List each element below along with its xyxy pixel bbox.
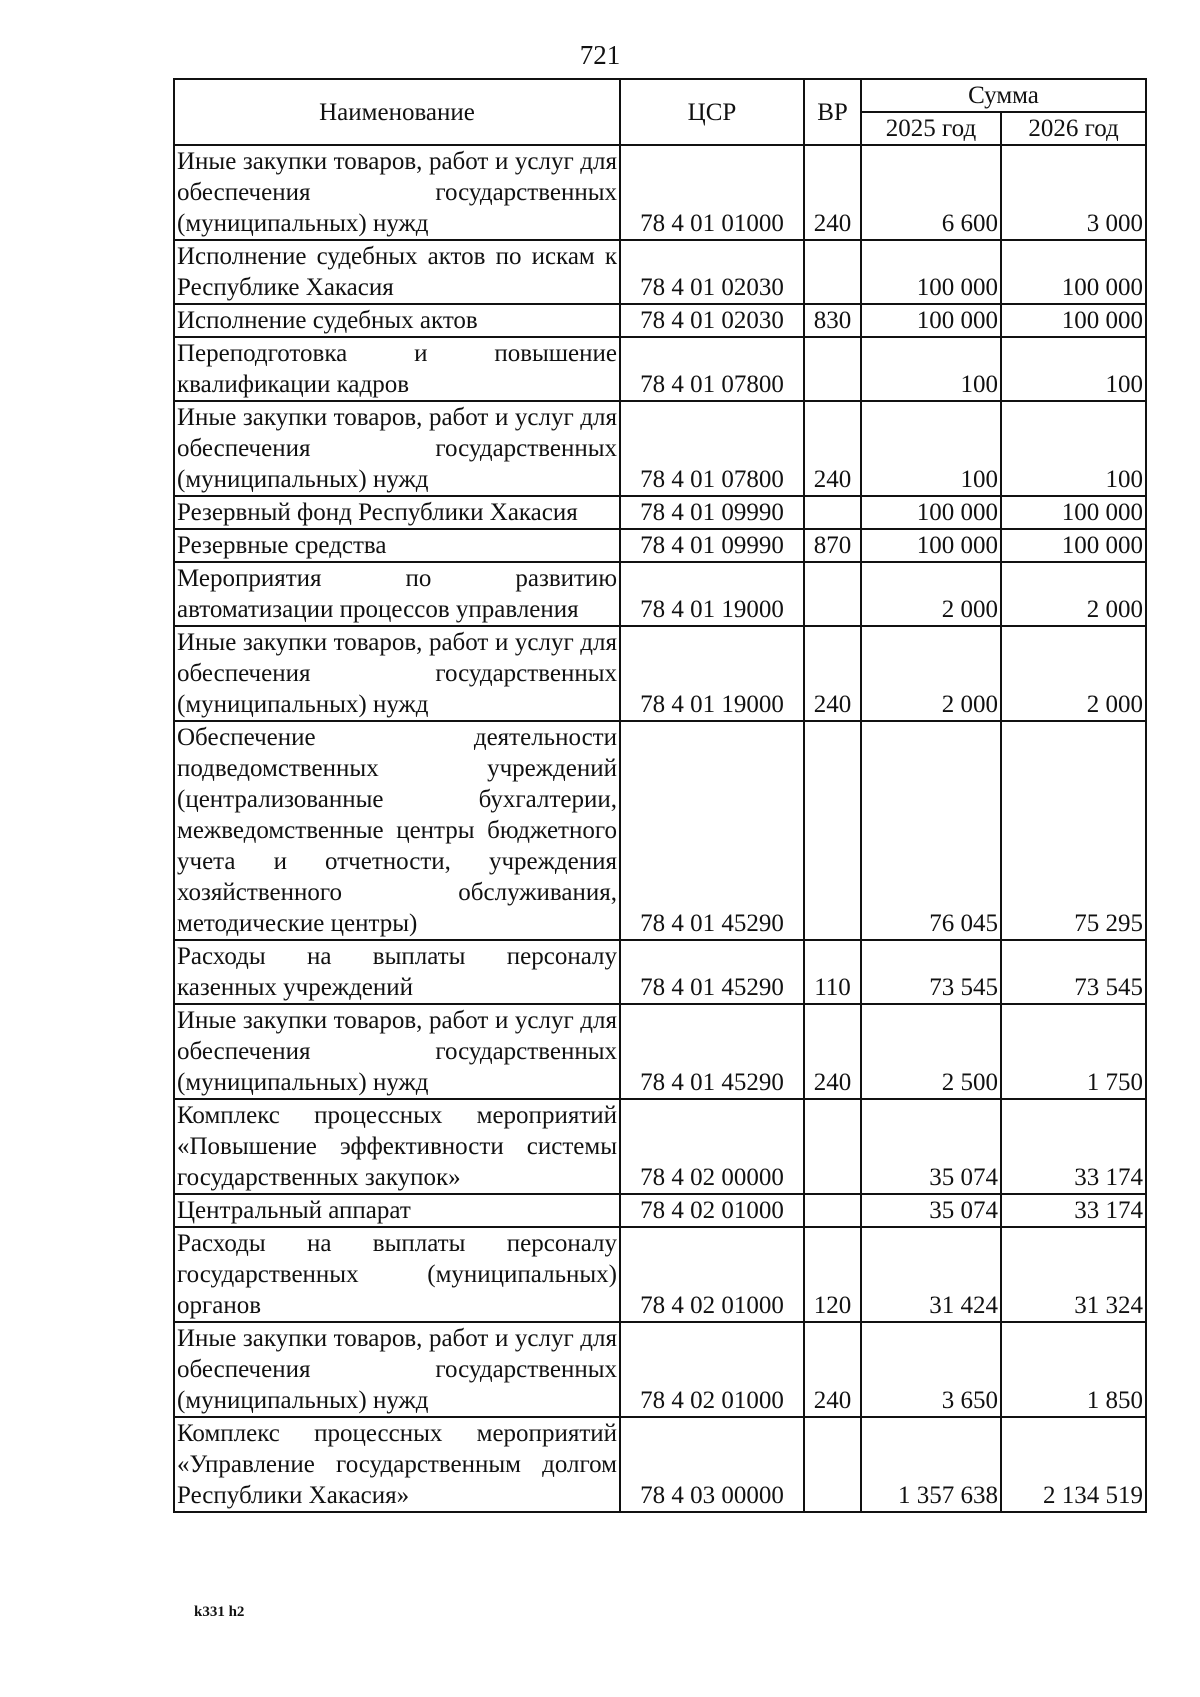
cell-vr — [804, 496, 861, 529]
table-row — [174, 401, 1146, 496]
header-vr: ВР — [804, 79, 861, 145]
cell-amount-2026: 1 750 — [1001, 1004, 1146, 1099]
cell-name: Переподготовка и повышение квалификации кадров — [174, 337, 620, 401]
cell-vr — [804, 721, 861, 940]
cell-csr: 78 4 01 07800 — [620, 337, 804, 401]
header-name: Наименование — [174, 79, 620, 145]
table-row — [174, 1227, 1146, 1322]
cell-name: Иные закупки товаров, работ и услуг для обеспечения государственных (муниципальных) нужд — [174, 1322, 620, 1417]
cell-vr — [804, 562, 861, 626]
cell-csr: 78 4 01 01000 — [620, 145, 804, 240]
cell-csr: 78 4 03 00000 — [620, 1417, 804, 1512]
table-row — [174, 337, 1146, 401]
cell-vr — [804, 1417, 861, 1512]
cell-amount-2026: 1 850 — [1001, 1322, 1146, 1417]
cell-csr: 78 4 01 02030 — [620, 240, 804, 304]
cell-amount-2025: 100 000 — [861, 240, 1001, 304]
cell-amount-2025: 3 650 — [861, 1322, 1001, 1417]
cell-vr: 120 — [804, 1227, 861, 1322]
cell-amount-2025: 100 — [861, 401, 1001, 496]
cell-amount-2026: 100 — [1001, 337, 1146, 401]
cell-name: Расходы на выплаты персоналу государственных (муниципальных) органов — [174, 1227, 620, 1322]
cell-csr: 78 4 01 09990 — [620, 529, 804, 562]
cell-amount-2025: 76 045 — [861, 721, 1001, 940]
cell-amount-2026: 100 000 — [1001, 496, 1146, 529]
cell-amount-2025: 100 000 — [861, 304, 1001, 337]
cell-amount-2025: 2 000 — [861, 626, 1001, 721]
cell-amount-2025: 1 357 638 — [861, 1417, 1001, 1512]
cell-amount-2025: 2 000 — [861, 562, 1001, 626]
cell-amount-2026: 33 174 — [1001, 1194, 1146, 1227]
table-row — [174, 940, 1146, 1004]
cell-vr: 240 — [804, 401, 861, 496]
cell-csr: 78 4 01 02030 — [620, 304, 804, 337]
cell-name: Резервные средства — [174, 529, 620, 562]
table-row — [174, 1322, 1146, 1417]
table-row — [174, 529, 1146, 562]
header-csr: ЦСР — [620, 79, 804, 145]
cell-amount-2026: 100 000 — [1001, 304, 1146, 337]
cell-csr: 78 4 01 45290 — [620, 721, 804, 940]
cell-csr: 78 4 01 19000 — [620, 562, 804, 626]
cell-name: Обеспечение деятельности подведомственных учреждений (централизованные бухгалтерии, межведомственные центры бюджетного учета и отчетности, учреждения хозяйственного обслуживания, методические центры) — [174, 721, 620, 940]
cell-amount-2025: 100 — [861, 337, 1001, 401]
cell-vr — [804, 337, 861, 401]
table-row — [174, 1194, 1146, 1227]
cell-csr: 78 4 01 45290 — [620, 1004, 804, 1099]
cell-name: Резервный фонд Республики Хакасия — [174, 496, 620, 529]
header-sum: Сумма — [861, 79, 1146, 112]
header-year-2026: 2026 год — [1001, 112, 1146, 145]
cell-vr — [804, 1194, 861, 1227]
cell-amount-2025: 73 545 — [861, 940, 1001, 1004]
cell-amount-2025: 6 600 — [861, 145, 1001, 240]
cell-name: Иные закупки товаров, работ и услуг для обеспечения государственных (муниципальных) нужд — [174, 1004, 620, 1099]
cell-name: Исполнение судебных актов по искам к Республике Хакасия — [174, 240, 620, 304]
cell-csr: 78 4 01 09990 — [620, 496, 804, 529]
cell-amount-2025: 35 074 — [861, 1099, 1001, 1194]
cell-name: Иные закупки товаров, работ и услуг для обеспечения государственных (муниципальных) нужд — [174, 145, 620, 240]
table-row — [174, 721, 1146, 940]
cell-vr: 110 — [804, 940, 861, 1004]
cell-amount-2025: 35 074 — [861, 1194, 1001, 1227]
cell-amount-2025: 100 000 — [861, 496, 1001, 529]
cell-amount-2026: 2 000 — [1001, 626, 1146, 721]
cell-name: Комплекс процессных мероприятий «Управление государственным долгом Республики Хакасия» — [174, 1417, 620, 1512]
table-header — [174, 79, 1146, 145]
cell-csr: 78 4 01 07800 — [620, 401, 804, 496]
cell-name: Исполнение судебных актов — [174, 304, 620, 337]
cell-amount-2026: 31 324 — [1001, 1227, 1146, 1322]
cell-amount-2026: 100 — [1001, 401, 1146, 496]
cell-csr: 78 4 02 01000 — [620, 1227, 804, 1322]
cell-name: Мероприятия по развитию автоматизации процессов управления — [174, 562, 620, 626]
cell-amount-2026: 75 295 — [1001, 721, 1146, 940]
table-row — [174, 496, 1146, 529]
cell-csr: 78 4 01 45290 — [620, 940, 804, 1004]
table-row — [174, 304, 1146, 337]
footer-code: k331 h2 — [194, 1604, 245, 1620]
header-year-2025: 2025 год — [861, 112, 1001, 145]
cell-amount-2026: 2 134 519 — [1001, 1417, 1146, 1512]
cell-csr: 78 4 02 00000 — [620, 1099, 804, 1194]
cell-csr: 78 4 02 01000 — [620, 1322, 804, 1417]
cell-amount-2026: 3 000 — [1001, 145, 1146, 240]
cell-vr: 240 — [804, 1004, 861, 1099]
header-row-top — [174, 79, 1146, 112]
budget-table — [173, 78, 1147, 1513]
cell-csr: 78 4 02 01000 — [620, 1194, 804, 1227]
cell-amount-2025: 100 000 — [861, 529, 1001, 562]
cell-name: Комплекс процессных мероприятий «Повышение эффективности системы государственных закупок» — [174, 1099, 620, 1194]
page-number: 721 — [579, 40, 621, 70]
cell-amount-2026: 100 000 — [1001, 529, 1146, 562]
table-row — [174, 1004, 1146, 1099]
table-row — [174, 1417, 1146, 1512]
cell-name: Иные закупки товаров, работ и услуг для обеспечения государственных (муниципальных) нужд — [174, 626, 620, 721]
table-body — [174, 145, 1146, 1512]
table-row — [174, 626, 1146, 721]
cell-vr: 830 — [804, 304, 861, 337]
cell-amount-2026: 2 000 — [1001, 562, 1146, 626]
cell-vr: 240 — [804, 145, 861, 240]
cell-amount-2025: 31 424 — [861, 1227, 1001, 1322]
cell-vr — [804, 1099, 861, 1194]
table-row — [174, 562, 1146, 626]
cell-amount-2026: 100 000 — [1001, 240, 1146, 304]
cell-amount-2026: 33 174 — [1001, 1099, 1146, 1194]
cell-vr: 240 — [804, 626, 861, 721]
cell-amount-2025: 2 500 — [861, 1004, 1001, 1099]
cell-vr — [804, 240, 861, 304]
cell-name: Расходы на выплаты персоналу казенных учреждений — [174, 940, 620, 1004]
table-row — [174, 145, 1146, 240]
cell-vr: 240 — [804, 1322, 861, 1417]
cell-amount-2026: 73 545 — [1001, 940, 1146, 1004]
table-row — [174, 1099, 1146, 1194]
cell-csr: 78 4 01 19000 — [620, 626, 804, 721]
cell-name: Центральный аппарат — [174, 1194, 620, 1227]
cell-name: Иные закупки товаров, работ и услуг для обеспечения государственных (муниципальных) нужд — [174, 401, 620, 496]
table-row — [174, 240, 1146, 304]
cell-vr: 870 — [804, 529, 861, 562]
